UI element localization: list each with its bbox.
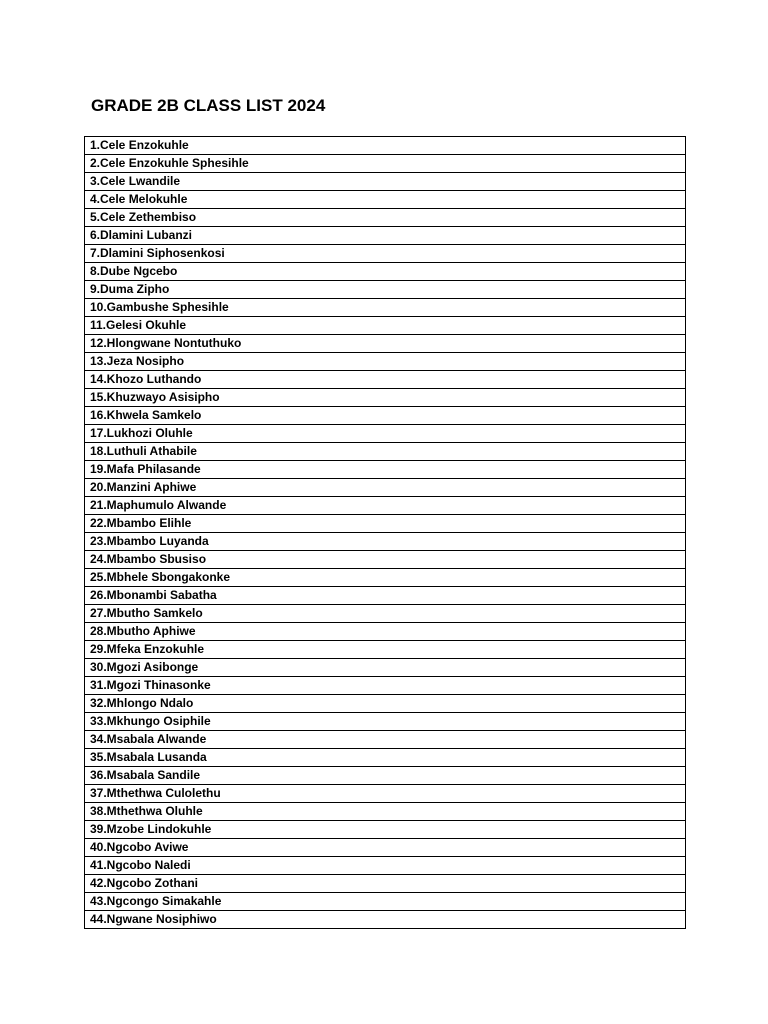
student-name-cell: 24.Mbambo Sbusiso [85, 551, 686, 569]
table-row [85, 821, 686, 839]
class-list-body [85, 137, 686, 929]
table-row [85, 191, 686, 209]
table-row [85, 803, 686, 821]
student-name-cell: 31.Mgozi Thinasonke [85, 677, 686, 695]
table-row [85, 515, 686, 533]
student-name-cell: 26.Mbonambi Sabatha [85, 587, 686, 605]
table-row [85, 839, 686, 857]
student-name-cell: 29.Mfeka Enzokuhle [85, 641, 686, 659]
table-row [85, 227, 686, 245]
table-row [85, 425, 686, 443]
student-name-cell: 4.Cele Melokuhle [85, 191, 686, 209]
table-row [85, 767, 686, 785]
table-row [85, 785, 686, 803]
table-row [85, 461, 686, 479]
student-name-cell: 40.Ngcobo Aviwe [85, 839, 686, 857]
table-row [85, 497, 686, 515]
student-name-cell: 13.Jeza Nosipho [85, 353, 686, 371]
student-name-cell: 30.Mgozi Asibonge [85, 659, 686, 677]
student-name-cell: 43.Ngcongo Simakahle [85, 893, 686, 911]
table-row [85, 875, 686, 893]
table-row [85, 857, 686, 875]
student-name-cell: 6.Dlamini Lubanzi [85, 227, 686, 245]
student-name-cell: 17.Lukhozi Oluhle [85, 425, 686, 443]
table-row [85, 587, 686, 605]
table-row [85, 371, 686, 389]
student-name-cell: 35.Msabala Lusanda [85, 749, 686, 767]
student-name-cell: 39.Mzobe Lindokuhle [85, 821, 686, 839]
page-title: GRADE 2B CLASS LIST 2024 [91, 96, 326, 115]
student-name-cell: 12.Hlongwane Nontuthuko [85, 335, 686, 353]
table-row [85, 443, 686, 461]
table-row [85, 569, 686, 587]
student-name-cell: 20.Manzini Aphiwe [85, 479, 686, 497]
table-row [85, 659, 686, 677]
student-name-cell: 37.Mthethwa Culolethu [85, 785, 686, 803]
student-name-cell: 2.Cele Enzokuhle Sphesihle [85, 155, 686, 173]
table-row [85, 623, 686, 641]
student-name-cell: 3.Cele Lwandile [85, 173, 686, 191]
class-list-table [84, 136, 686, 929]
student-name-cell: 33.Mkhungo Osiphile [85, 713, 686, 731]
student-name-cell: 23.Mbambo Luyanda [85, 533, 686, 551]
table-row [85, 407, 686, 425]
student-name-cell: 32.Mhlongo Ndalo [85, 695, 686, 713]
table-row [85, 281, 686, 299]
table-row [85, 137, 686, 155]
student-name-cell: 11.Gelesi Okuhle [85, 317, 686, 335]
student-name-cell: 34.Msabala Alwande [85, 731, 686, 749]
table-row [85, 335, 686, 353]
table-row [85, 641, 686, 659]
student-name-cell: 15.Khuzwayo Asisipho [85, 389, 686, 407]
table-row [85, 605, 686, 623]
table-row [85, 263, 686, 281]
student-name-cell: 36.Msabala Sandile [85, 767, 686, 785]
table-row [85, 299, 686, 317]
table-row [85, 353, 686, 371]
table-row [85, 155, 686, 173]
table-row [85, 911, 686, 929]
table-row [85, 389, 686, 407]
student-name-cell: 44.Ngwane Nosiphiwo [85, 911, 686, 929]
student-name-cell: 41.Ngcobo Naledi [85, 857, 686, 875]
student-name-cell: 7.Dlamini Siphosenkosi [85, 245, 686, 263]
student-name-cell: 18.Luthuli Athabile [85, 443, 686, 461]
table-row [85, 731, 686, 749]
student-name-cell: 42.Ngcobo Zothani [85, 875, 686, 893]
table-row [85, 173, 686, 191]
student-name-cell: 38.Mthethwa Oluhle [85, 803, 686, 821]
table-row [85, 479, 686, 497]
student-name-cell: 19.Mafa Philasande [85, 461, 686, 479]
student-name-cell: 1.Cele Enzokuhle [85, 137, 686, 155]
student-name-cell: 8.Dube Ngcebo [85, 263, 686, 281]
student-name-cell: 16.Khwela Samkelo [85, 407, 686, 425]
table-row [85, 695, 686, 713]
student-name-cell: 25.Mbhele Sbongakonke [85, 569, 686, 587]
table-row [85, 533, 686, 551]
table-row [85, 317, 686, 335]
table-row [85, 551, 686, 569]
table-row [85, 209, 686, 227]
table-row [85, 245, 686, 263]
table-row [85, 893, 686, 911]
student-name-cell: 28.Mbutho Aphiwe [85, 623, 686, 641]
table-row [85, 713, 686, 731]
table-row [85, 677, 686, 695]
table-row [85, 749, 686, 767]
student-name-cell: 14.Khozo Luthando [85, 371, 686, 389]
student-name-cell: 9.Duma Zipho [85, 281, 686, 299]
student-name-cell: 22.Mbambo Elihle [85, 515, 686, 533]
student-name-cell: 10.Gambushe Sphesihle [85, 299, 686, 317]
student-name-cell: 27.Mbutho Samkelo [85, 605, 686, 623]
student-name-cell: 5.Cele Zethembiso [85, 209, 686, 227]
student-name-cell: 21.Maphumulo Alwande [85, 497, 686, 515]
